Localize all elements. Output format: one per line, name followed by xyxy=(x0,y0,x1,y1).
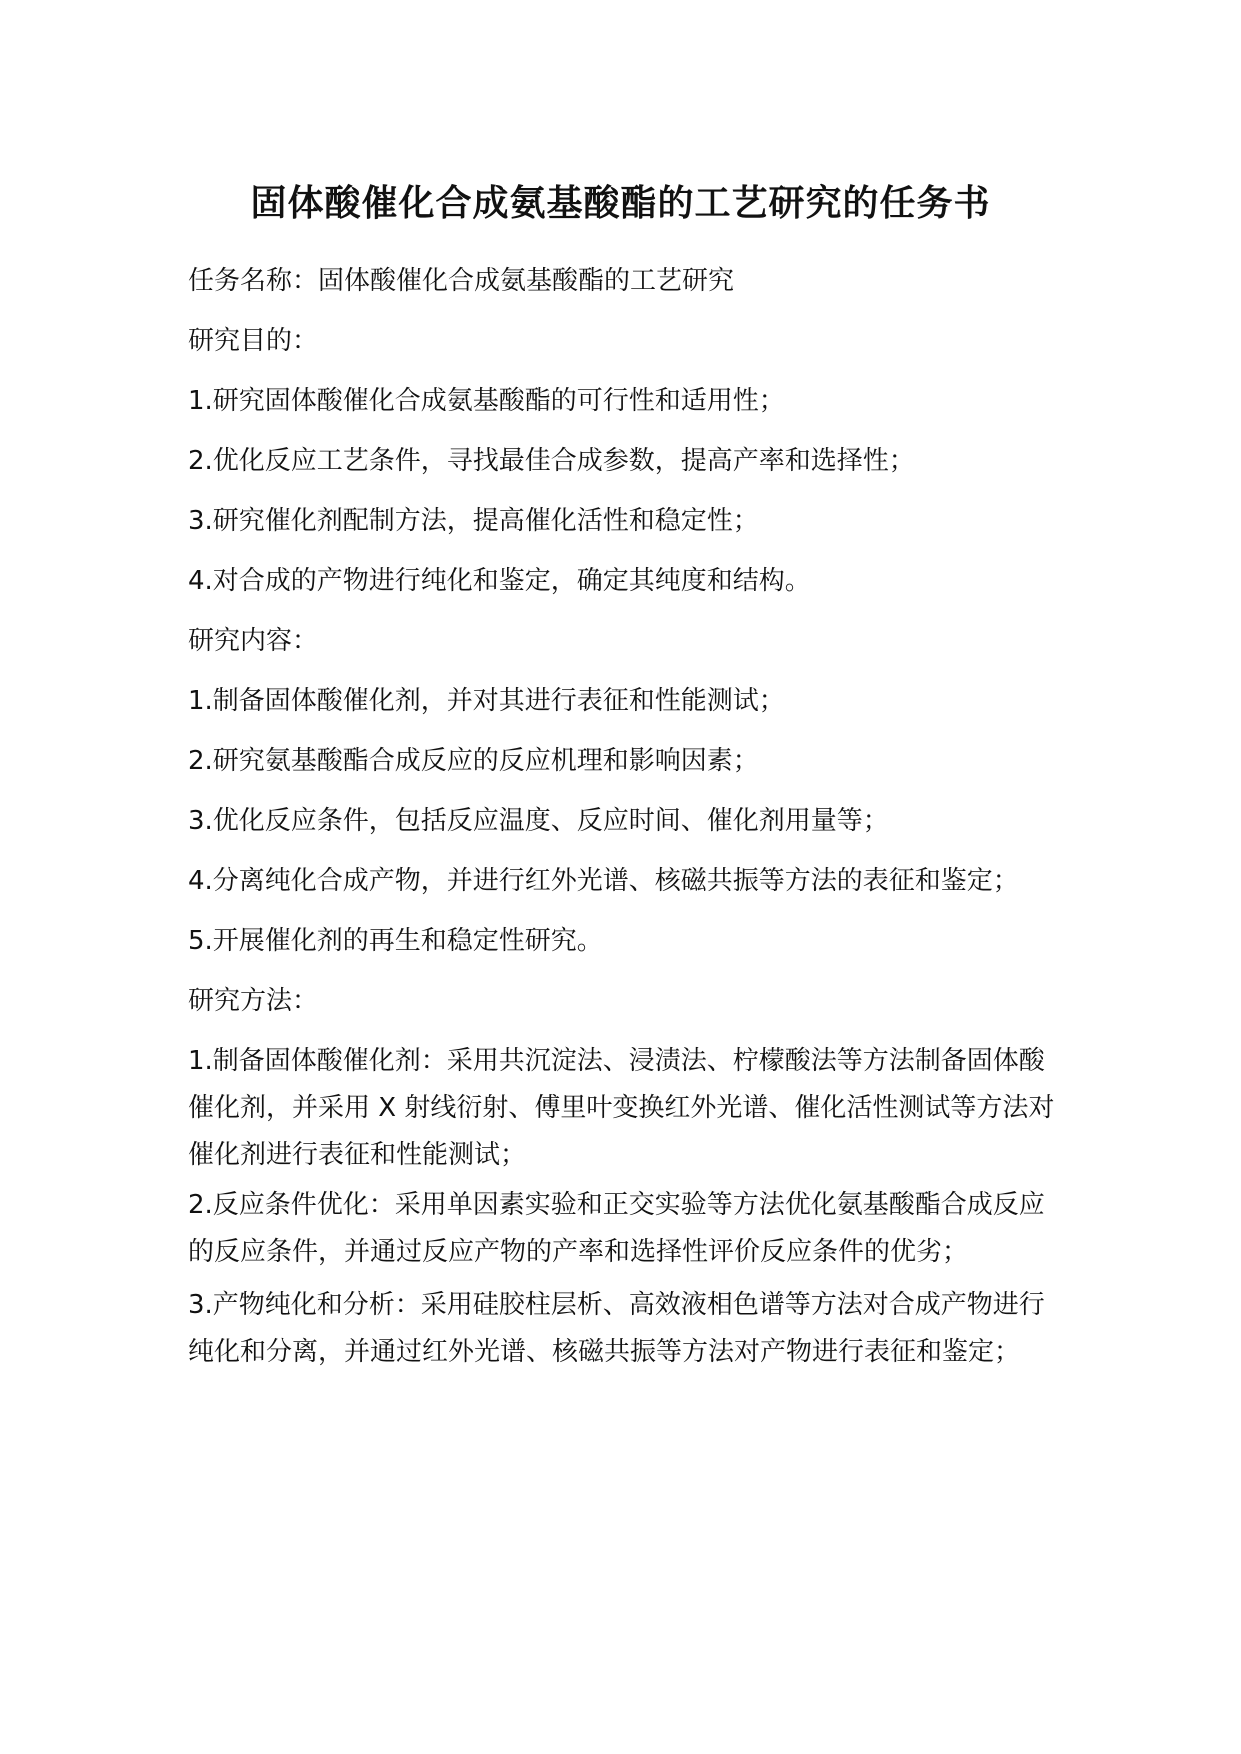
method-item-2: 2.反应条件优化：采用单因素实验和正交实验等方法优化氨基酸酯合成反应的反应条件，并通过反应产物的产率和选择性评价反应条件的优劣； xyxy=(188,1190,1045,1267)
content-item-3: 3.优化反应条件，包括反应温度、反应时间、催化剂用量等； xyxy=(188,806,889,836)
document-title: 固体酸催化合成氨基酸酯的工艺研究的任务书 xyxy=(250,183,991,224)
objectives-heading: 研究目的： xyxy=(188,326,319,356)
objective-item-2: 2.优化反应工艺条件，寻找最佳合成参数，提高产率和选择性； xyxy=(188,446,915,476)
method-item-3: 3.产物纯化和分析：采用硅胶柱层析、高效液相色谱等方法对合成产物进行纯化和分离，并通过红外光谱、核磁共振等方法对产物进行表征和鉴定； xyxy=(188,1290,1045,1367)
objective-item-1: 1.研究固体酸催化合成氨基酸酯的可行性和适用性； xyxy=(188,386,785,416)
contents-heading: 研究内容： xyxy=(188,626,319,656)
content-item-5: 5.开展催化剂的再生和稳定性研究。 xyxy=(188,926,603,956)
content-item-2: 2.研究氨基酸酯合成反应的反应机理和影响因素； xyxy=(188,746,759,776)
content-item-4: 4.分离纯化合成产物，并进行红外光谱、核磁共振等方法的表征和鉴定； xyxy=(188,866,1019,896)
task-name: 任务名称：固体酸催化合成氨基酸酯的工艺研究 xyxy=(188,266,735,296)
method-item-1: 1.制备固体酸催化剂：采用共沉淀法、浸渍法、柠檬酸法等方法制备固体酸催化剂，并采用 X 射线衍射、傅里叶变换红外光谱、催化活性测试等方法对催化剂进行表征和性能测试； xyxy=(188,1046,1055,1170)
methods-heading: 研究方法： xyxy=(188,986,319,1016)
objective-item-3: 3.研究催化剂配制方法，提高催化活性和稳定性； xyxy=(188,506,759,536)
content-item-1: 1.制备固体酸催化剂，并对其进行表征和性能测试； xyxy=(188,686,785,716)
objective-item-4: 4.对合成的产物进行纯化和鉴定，确定其纯度和结构。 xyxy=(188,566,811,596)
